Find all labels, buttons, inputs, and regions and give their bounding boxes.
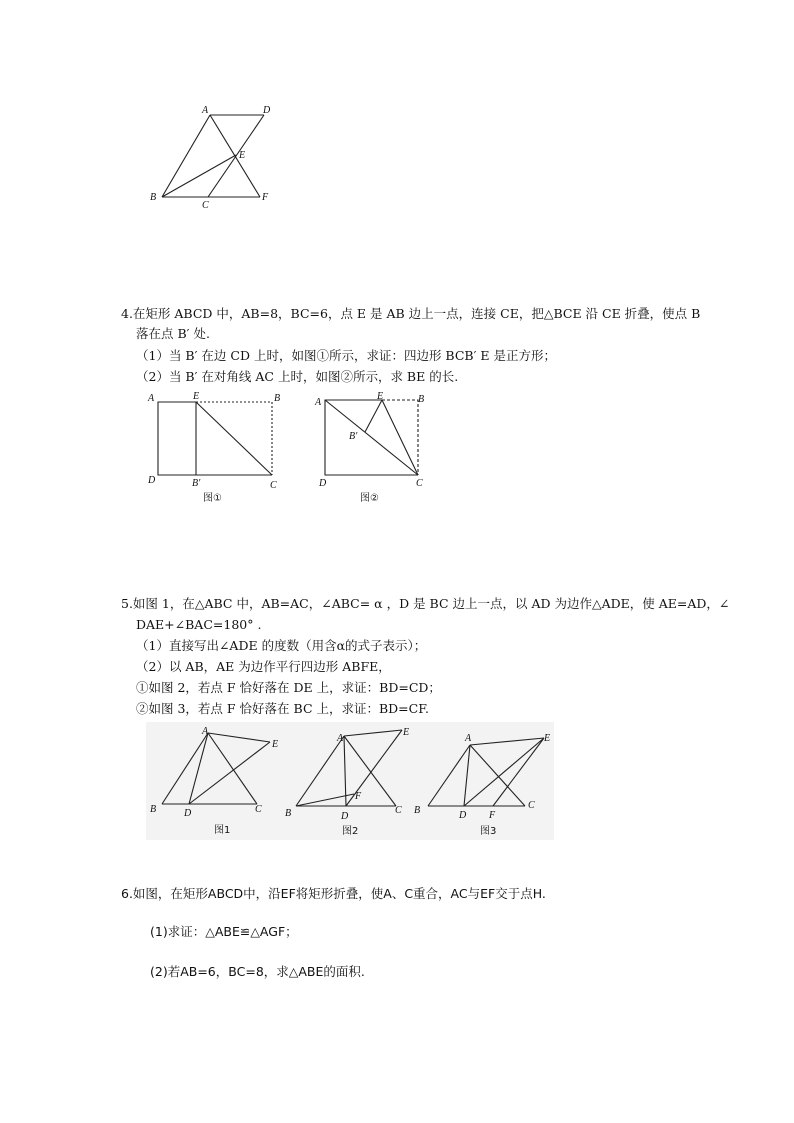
problem4-line2: 落在点 B′ 处. — [136, 326, 210, 341]
problem6-question2: (2)若AB=6，BC=8，求△ABE的面积. — [150, 964, 365, 979]
segment-ad — [189, 733, 208, 804]
label-a: A — [337, 733, 344, 744]
problem5-line1: 5.如图 1，在△ABC 中，AB=AC，∠ABC= α ，D 是 BC 边上一点，以 AD 为边作△ADE，使 AE=AD，∠ — [121, 596, 730, 611]
problem4-line1: 4.在矩形 ABCD 中，AB=8，BC=6，点 E 是 AB 边上一点，连接 CE，把△BCE 沿 CE 折叠，使点 B — [121, 306, 701, 321]
label-a: A — [202, 105, 209, 116]
segment-ab — [162, 733, 208, 804]
caption-fig1: 图1 — [214, 825, 231, 836]
label-a: A — [315, 397, 322, 408]
segment-ae — [344, 730, 402, 736]
label-c: C — [395, 805, 402, 816]
segment-ec — [382, 400, 418, 475]
caption-figure1: 图① — [203, 493, 222, 504]
problem6-line1: 6.如图，在矩形ABCD中，沿EF将矩形折叠，使A、C重合，AC与EF交于点H. — [121, 886, 546, 901]
label-c: C — [255, 804, 262, 815]
segment-ab — [296, 736, 344, 806]
segment-fe — [493, 738, 544, 806]
problem4-question1: （1）当 B′ 在边 CD 上时，如图①所示，求证：四边形 BCB′ E 是正方形； — [136, 348, 557, 363]
segment-de — [189, 742, 270, 804]
segment-ae — [208, 733, 270, 742]
label-c: C — [528, 800, 535, 811]
caption-figure2: 图② — [360, 493, 379, 504]
segment-ab — [162, 115, 210, 197]
problem5-line2: DAE+∠BAC=180° . — [136, 617, 262, 632]
label-b: B — [274, 393, 281, 404]
segment-ac — [208, 733, 257, 804]
label-c: C — [270, 480, 277, 491]
diagonal-ac — [325, 400, 418, 475]
segment-ab — [428, 745, 470, 806]
segment-ac — [470, 745, 525, 806]
label-d: D — [319, 478, 327, 489]
problem5-question2a: ①如图 2，若点 F 恰好落在 DE 上，求证：BD=CD； — [136, 680, 441, 695]
problem5-question2: （2）以 AB，AE 为边作平行四边形 ABFE， — [136, 659, 391, 674]
label-b-prime: B' — [192, 478, 201, 489]
label-a: A — [202, 726, 209, 737]
label-f: F — [489, 810, 496, 821]
caption-fig3: 图3 — [480, 826, 497, 837]
label-a: A — [465, 733, 472, 744]
problem5-figure1 — [146, 722, 286, 840]
caption-fig2: 图2 — [342, 826, 359, 837]
figure-parallelogram-abdf — [140, 100, 290, 215]
problem5-question2b: ②如图 3，若点 F 恰好落在 BC 上，求证：BD=CF. — [136, 701, 429, 716]
label-d: D — [263, 105, 271, 116]
rect-left-part — [158, 402, 196, 475]
problem6-question1: (1)求证：△ABE≌△AGF； — [150, 924, 298, 939]
label-b: B — [414, 805, 421, 816]
label-d: D — [184, 808, 192, 819]
label-c: C — [202, 200, 209, 211]
label-b: B — [285, 808, 292, 819]
segment-ac — [344, 736, 396, 806]
label-b: B — [150, 804, 157, 815]
label-e: E — [239, 150, 246, 161]
problem5-question1: （1）直接写出∠ADE 的度数（用含α的式子表示）； — [136, 638, 427, 653]
label-d: D — [341, 811, 349, 822]
segment-ad — [464, 745, 470, 806]
segment-ec — [196, 402, 272, 475]
segment-ae — [470, 738, 544, 745]
label-e: E — [272, 739, 279, 750]
label-b-prime: B' — [349, 431, 358, 442]
problem5-figure2 — [282, 722, 422, 840]
label-b: B — [150, 192, 157, 203]
label-d: D — [459, 810, 467, 821]
segment-dc — [208, 115, 264, 197]
segment-be — [162, 155, 236, 197]
label-e: E — [377, 391, 384, 402]
segment-eb-prime — [365, 400, 382, 432]
label-f: F — [262, 192, 269, 203]
label-a: A — [148, 393, 155, 404]
label-c: C — [416, 478, 423, 489]
problem4-figure1 — [140, 388, 300, 508]
problem4-question2: （2）当 B′ 在对角线 AC 上时，如图②所示，求 BE 的长. — [136, 369, 459, 384]
label-e: E — [544, 733, 551, 744]
segment-de — [464, 738, 544, 806]
label-d: D — [148, 475, 156, 486]
label-f: F — [355, 791, 362, 802]
label-e: E — [193, 391, 200, 402]
problem4-figure2 — [310, 388, 440, 508]
problem5-figure3 — [410, 722, 554, 840]
label-b: B — [418, 394, 425, 405]
label-e: E — [403, 727, 410, 738]
